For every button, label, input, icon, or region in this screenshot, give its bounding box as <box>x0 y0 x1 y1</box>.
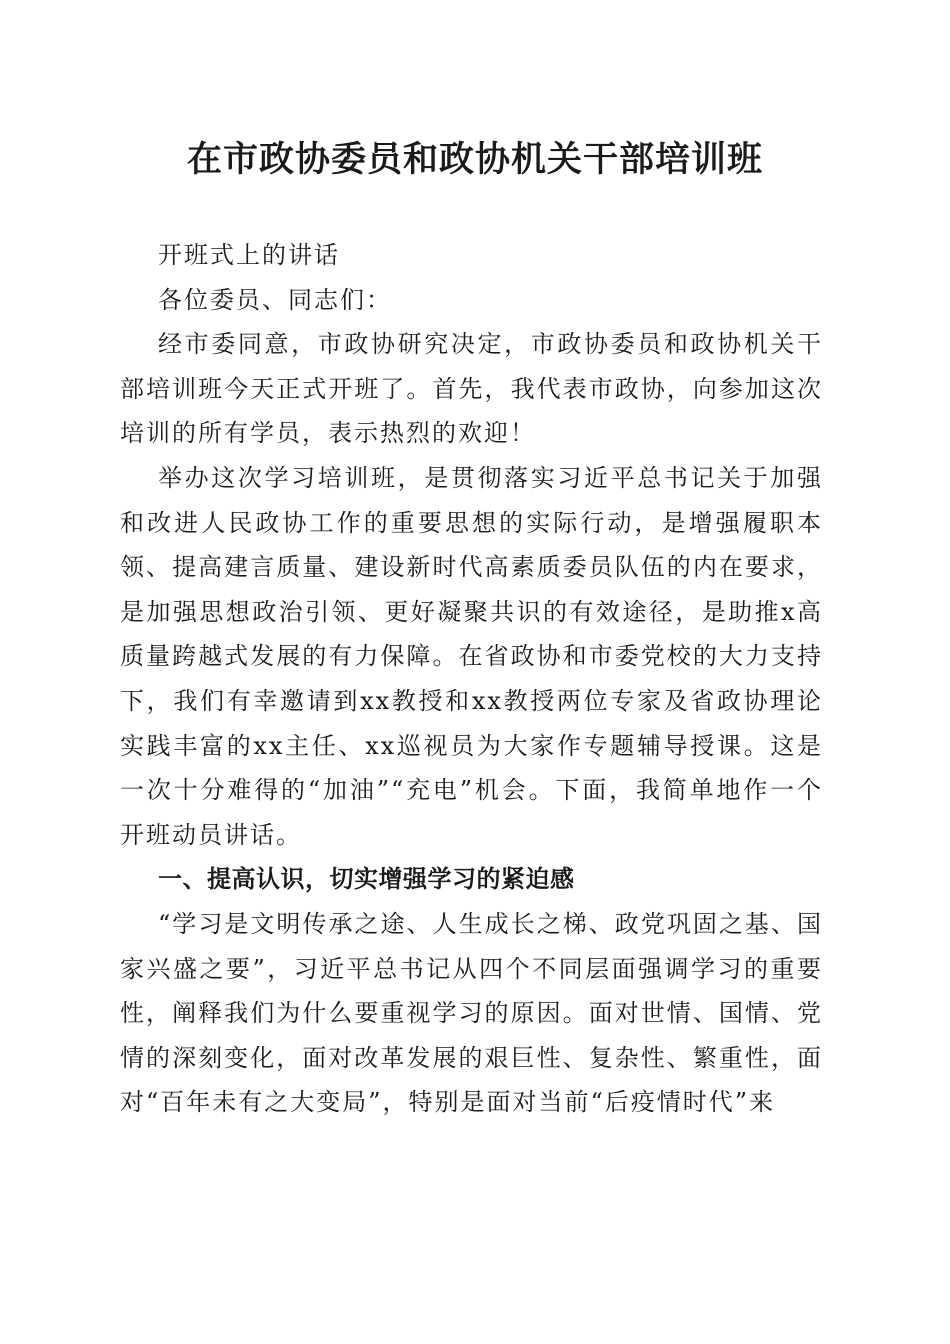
paragraph-1: 经市委同意，市政协研究决定，市政协委员和政协机关干部培训班今天正式开班了。首先，我代表市政协，向参加这次培训的所有学员，表示热烈的欢迎！ <box>120 330 823 448</box>
document-title: 在市政协委员和政协机关干部培训班 <box>186 140 763 180</box>
document-subtitle: 开班式上的讲话 <box>158 241 340 269</box>
section-1-paragraph: “学习是文明传承之途、人生成长之梯、政党巩固之基、国家兴盛之要”，习近平总书记从四个不同层面强调学习的重要性，阐释我们为什么要重视学习的原因。面对世情、国情、党情的深刻变化，面对改革发展的艰巨性、复杂性、繁重性，面对“百年未有之大变局”，特别是面对当前“后疫情时代”来 <box>120 909 823 1117</box>
section-heading-1: 一、提高认识，切实增强学习的紧迫感 <box>158 865 575 894</box>
document-body <box>120 233 823 1125</box>
salutation: 各位委员、同志们： <box>158 285 392 314</box>
paragraph-2: 举办这次学习培训班，是贯彻落实习近平总书记关于加强和改进人民政协工作的重要思想的实际行动，是增强履职本领、提高建言质量、建设新时代高素质委员队伍的内在要求，是加强思想政治引领、更好凝聚共识的有效途径，是助推x高质量跨越式发展的有力保障。在省政协和市委党校的大力支持下，我们有幸邀请到xx教授和xx教授两位专家及省政协理论实践丰富的xx主任、xx巡视员为大家作专题辅导授课。这是一次十分难得的“加油”“充电”机会。下面，我简单地作一个开班动员讲话。 <box>120 463 823 849</box>
